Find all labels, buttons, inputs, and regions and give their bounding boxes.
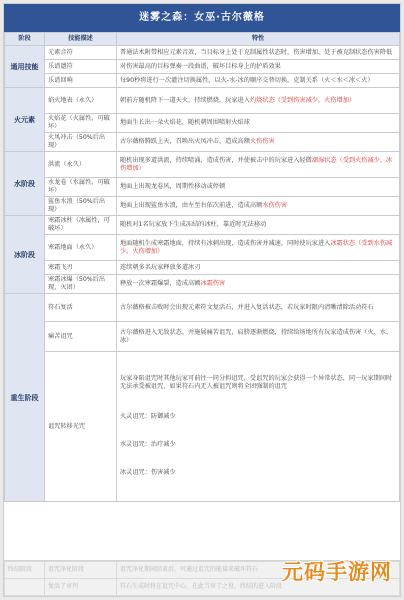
curse-effect-item: 水灵诅咒：治疗减少 <box>120 440 176 448</box>
watermark-text: 元码手游网 <box>282 560 392 584</box>
lower-skill: 诅咒净化阶段 <box>45 562 117 579</box>
table-row <box>5 178 400 197</box>
skill-name: 寒霜地面（永久） <box>45 235 117 261</box>
highlight-text: 冰霜状态（受到水伤减少，火伤增加） <box>120 239 393 255</box>
skill-description <box>117 216 400 235</box>
description-text: 随机对1名玩家放下生成冻结的冰柱，靠近时无法移动 <box>120 221 267 228</box>
lower-skill: 复活了审判 <box>45 579 117 596</box>
skill-description <box>117 88 400 114</box>
stage-label: 水阶段 <box>5 152 45 216</box>
description-text: 朝前方随机降下一道天火，持续燃烧，玩家进入 <box>120 96 250 104</box>
table-row <box>5 88 400 114</box>
description-text: 普通法术附带相应元素音效，当目标身上处于克制属性状态时，伤害增加，处于被克制状态伤害降低 <box>120 48 393 56</box>
skill-description <box>117 60 400 74</box>
description-text: 连续朝多名玩家释放多道冰刃 <box>120 263 201 271</box>
table-row <box>5 133 400 152</box>
skill-name: 寒霜飞刃 <box>45 261 117 275</box>
highlight-text: 潮湿状态（受到火伤减少，冰伤增加） <box>120 156 393 172</box>
lower-stage <box>5 579 45 596</box>
lower-desc: 诅咒净化期间结束后，可通过诅咒的能量来破坏符石 <box>117 562 400 579</box>
watermark-logo <box>282 556 392 586</box>
highlight-text: 水伤伤害 <box>262 202 288 209</box>
curse-effect-item: 火灵诅咒：防御减少 <box>120 412 176 420</box>
skill-name: 火焰花（火属性，可破坏） <box>45 114 117 133</box>
table-row <box>5 114 400 133</box>
skill-name: 寒霜冰柱（冰属性，可破坏） <box>45 216 117 235</box>
table-row <box>5 74 400 88</box>
table-body <box>5 46 400 502</box>
skill-description <box>117 114 400 133</box>
stage-label: 重生阶段 <box>5 294 45 502</box>
stage-label: 火元素 <box>5 88 45 152</box>
description-text: 对伤害最高的目标弹奏一段曲谱，破坏目标身上的护盾效果 <box>120 62 281 70</box>
lower-stage: 终结阶段 <box>5 562 45 579</box>
table-row <box>5 322 400 352</box>
table-row <box>5 60 400 74</box>
description-text: 释放一次寒霜爆裂，造成高额 <box>120 280 201 287</box>
stage-label: 通用技能 <box>5 46 45 88</box>
skill-name: 焰火地表（永久） <box>45 88 117 114</box>
description-text: 地面上出现鲨鱼水浪，由左至右依次前进，造成高额 <box>120 202 263 209</box>
table-row <box>5 216 400 235</box>
skill-name: 元素音符 <box>45 46 117 60</box>
description-text: 古尔薇格腾跃上天，召唤出火凤冲击，造成高额 <box>120 138 250 145</box>
curse-effect-item: 冰灵诅咒：伤害减少 <box>120 468 176 476</box>
lower-desc: 符石生成时将在诅咒中心，在此当审了之役，终结的进入阶段 <box>117 579 400 596</box>
table-row <box>5 352 400 502</box>
description-text: 地面生长出一朵火焰花，随机朝周围喷射火焰球 <box>120 119 250 126</box>
skill-name: 诅咒转移光咒 <box>45 352 117 502</box>
description-text: 玩家身陷诅咒时其他玩家可前往一同分担诅咒，受诅咒的玩家会获得一个异常状态，同一玩家期间时无法承受被诅咒，如果符石内无人被诅咒则将全团强制的诅咒 <box>120 374 393 390</box>
skill-description <box>117 235 400 261</box>
description-text: 随机出现多道洪流，持续喷涌，造成伤害，并使被击中的玩家进入轻微 <box>120 156 312 164</box>
table-row <box>5 46 400 60</box>
header-stage: 阶段 <box>5 33 45 46</box>
skill-name: 鲨鱼水浪（50%后出现） <box>45 197 117 216</box>
skill-description <box>117 46 400 60</box>
description-text: 每90秒将进行一次灌注切换属性，以火-水-冰的顺序交替切换，克制关系（火＜水＜冰＜火） <box>120 76 374 84</box>
skill-description <box>117 294 400 322</box>
page-title: 迷雾之森：女巫·古尔薇格 <box>4 4 400 32</box>
skill-description <box>117 74 400 88</box>
skill-name: 乐谱回响 <box>45 74 117 88</box>
highlight-text: 灼烧状态（受到伤害减少，火伤增加） <box>249 96 356 104</box>
description-text: 古尔薇格进入无敌状态，并施展痛苦诅咒，肩膀逐渐燃烧，持续给场地所有玩家造成伤害（火、水、冰） <box>120 328 393 344</box>
table-row <box>5 294 400 322</box>
table-row <box>5 275 400 294</box>
skill-name: 寒霜冰爆（50%后出现，灭团） <box>45 275 117 294</box>
skill-description <box>117 352 400 502</box>
highlight-text: 火伤伤害 <box>249 138 275 145</box>
table-row <box>5 235 400 261</box>
description-text: 古尔薇格被击败时会出现元素符文复活石，并进入复活状态，若玩家时限内清晰清除活动符石 <box>120 303 374 311</box>
stage-label: 冰阶段 <box>5 216 45 294</box>
skill-table <box>4 32 400 502</box>
description-text: 地面随机生成寒霜地面，持续有冰刺出现，造成伤害并减速，同时使玩家进入 <box>120 239 331 247</box>
skill-description <box>117 322 400 352</box>
strategy-sheet <box>3 3 401 597</box>
highlight-text: 冰霜伤害 <box>200 280 226 287</box>
header-skill: 技能描述 <box>45 33 117 46</box>
skill-description <box>117 178 400 197</box>
skill-name: 水龙卷（水属性，可破坏） <box>45 178 117 197</box>
table-row <box>5 152 400 178</box>
table-header-row <box>5 33 400 46</box>
skill-name: 火凤冲击（50%后出现） <box>45 133 117 152</box>
table-row <box>5 197 400 216</box>
skill-description <box>117 133 400 152</box>
description-text: 地面上出现龙卷风，周期性移动或停顿 <box>120 183 226 190</box>
skill-name: 痛苦诅咒 <box>45 322 117 352</box>
skill-description <box>117 152 400 178</box>
skill-name: 洪流（永久） <box>45 152 117 178</box>
skill-description <box>117 197 400 216</box>
table-row <box>5 261 400 275</box>
header-desc: 特性 <box>117 33 400 46</box>
skill-description <box>117 261 400 275</box>
skill-name: 乐谱遗符 <box>45 60 117 74</box>
skill-name: 符石复活 <box>45 294 117 322</box>
skill-description <box>117 275 400 294</box>
